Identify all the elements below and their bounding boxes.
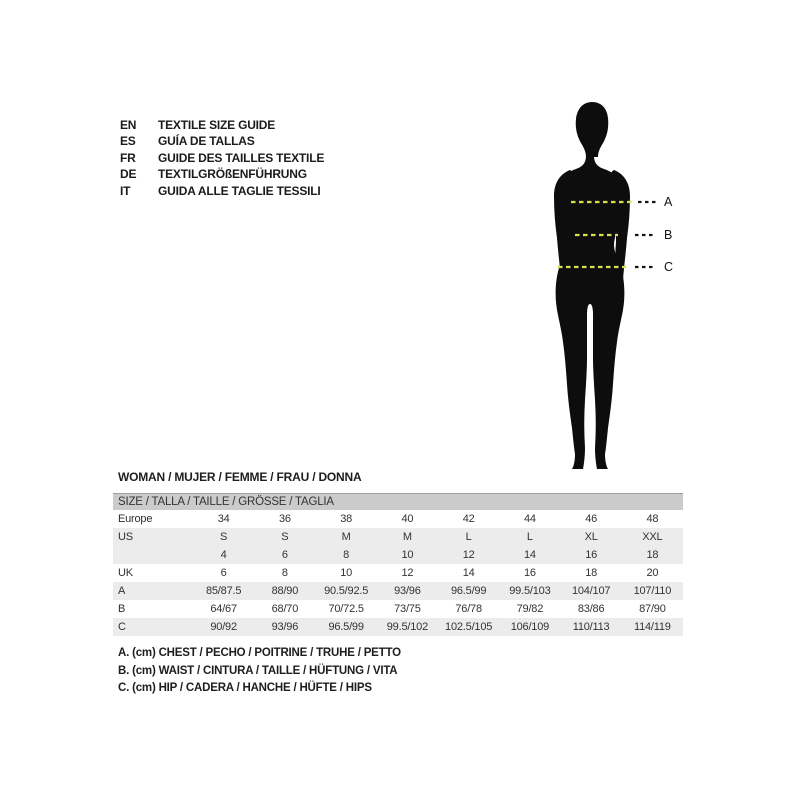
size-cell: 38 — [340, 513, 353, 525]
size-cell: 8 — [343, 549, 350, 561]
size-cell: 90.5/92.5 — [324, 585, 369, 597]
row-label: A — [118, 585, 126, 597]
size-cell: 68/70 — [271, 603, 299, 615]
table-row — [113, 510, 683, 528]
table-row — [113, 600, 683, 618]
size-cell: 73/75 — [394, 603, 421, 615]
size-cell: 93/96 — [271, 621, 299, 633]
size-cell: 93/96 — [394, 585, 421, 597]
language-code: EN — [120, 118, 137, 132]
size-cell: M — [402, 531, 412, 543]
size-cell: M — [341, 531, 351, 543]
size-cell: 6 — [281, 549, 288, 561]
table-row — [113, 582, 683, 600]
language-label: GUIDE DES TAILLES TEXTILE — [158, 150, 325, 165]
table-row — [113, 528, 683, 546]
size-cell: 10 — [340, 567, 353, 579]
size-cell: 34 — [217, 513, 230, 525]
size-cell: 79/82 — [516, 603, 544, 615]
row-label: Europe — [118, 513, 153, 525]
language-label: TEXTILE SIZE GUIDE — [158, 118, 276, 132]
language-row — [120, 133, 324, 149]
language-code: ES — [120, 134, 136, 149]
size-cell: 90/92 — [210, 621, 237, 633]
size-cell: 107/110 — [633, 585, 672, 597]
note-line: B. (cm) WAIST / CINTURA / TAILLE / HÜFTUNG / VITA — [118, 664, 398, 677]
size-cell: 18 — [585, 567, 598, 579]
language-label: TEXTILGRÖßENFÜHRUNG — [158, 167, 307, 182]
size-cell: 40 — [401, 513, 414, 525]
row-label — [113, 546, 193, 564]
size-cell: 114/119 — [634, 621, 671, 633]
size-cell: L — [526, 531, 533, 543]
size-cell: 14 — [462, 567, 475, 579]
size-cell: 46 — [585, 513, 598, 525]
size-cell: 70/72.5 — [328, 603, 364, 615]
section-title: WOMAN / MUJER / FEMME / FRAU / DONNA — [118, 470, 362, 484]
size-cell: 16 — [523, 567, 536, 579]
size-cell: 14 — [523, 549, 536, 561]
size-cell: 88/90 — [271, 585, 299, 597]
size-cell: 4 — [220, 549, 227, 561]
language-row — [120, 150, 324, 166]
woman-silhouette-icon — [540, 100, 690, 480]
table-row — [113, 618, 683, 636]
table-row — [113, 564, 683, 582]
size-cell: 42 — [462, 513, 475, 525]
size-cell: 106/109 — [510, 621, 550, 633]
marker-b-label: B — [664, 228, 673, 242]
size-table — [113, 493, 683, 636]
size-cell: L — [465, 531, 472, 543]
size-cell: 102.5/105 — [445, 621, 493, 633]
size-cell: XXL — [642, 531, 663, 543]
size-cell: 20 — [646, 567, 659, 579]
language-row — [120, 166, 324, 182]
row-label: C — [118, 621, 126, 633]
marker-a-label: A — [664, 195, 673, 209]
note-line: A. (cm) CHEST / PECHO / POITRINE / TRUHE / PETTO — [118, 647, 401, 659]
size-cell: 16 — [585, 549, 598, 561]
language-code: IT — [120, 183, 131, 198]
size-cell: 110/113 — [572, 621, 610, 633]
language-label: GUÍA DE TALLAS — [158, 134, 255, 149]
row-label: B — [118, 603, 126, 615]
size-cell: 85/87.5 — [205, 585, 242, 597]
size-cell: 87/90 — [639, 603, 666, 615]
size-cell: XL — [584, 531, 598, 543]
size-cell: 99.5/102 — [386, 621, 428, 633]
language-row — [120, 183, 324, 199]
row-label: US — [118, 531, 133, 543]
size-cell: 96.5/99 — [450, 585, 487, 597]
size-cell: 36 — [278, 513, 291, 525]
size-table-body — [113, 510, 683, 636]
language-row — [120, 117, 324, 133]
measurement-notes — [118, 645, 401, 698]
size-cell: 99.5/103 — [509, 585, 551, 597]
size-cell: 44 — [523, 513, 536, 525]
size-cell: S — [281, 531, 289, 543]
language-list — [120, 117, 324, 199]
size-cell: 10 — [401, 549, 414, 561]
table-row — [113, 546, 683, 564]
size-cell: 8 — [281, 567, 288, 579]
size-cell: 76/78 — [455, 603, 482, 615]
note-line: C. (cm) HIP / CADERA / HANCHE / HÜFTE / HIPS — [118, 682, 372, 694]
size-cell: 12 — [462, 549, 475, 561]
size-cell: S — [220, 531, 228, 543]
size-cell: 18 — [646, 549, 659, 561]
size-cell: 83/86 — [577, 603, 605, 615]
size-cell: 12 — [401, 567, 414, 579]
size-cell: 104/107 — [571, 585, 611, 597]
language-code: FR — [120, 150, 136, 165]
figure — [540, 100, 690, 480]
size-cell: 6 — [220, 567, 227, 579]
size-cell: 64/67 — [210, 603, 237, 615]
size-cell: 96.5/99 — [328, 621, 364, 633]
language-code: DE — [120, 167, 137, 182]
row-label: UK — [118, 567, 133, 579]
marker-c-label: C — [664, 260, 674, 274]
size-table-header: SIZE / TALLA / TAILLE / GRÖSSE / TAGLIA — [113, 493, 683, 510]
language-label: GUIDA ALLE TAGLIE TESSILI — [158, 183, 321, 198]
size-cell: 48 — [646, 513, 659, 525]
